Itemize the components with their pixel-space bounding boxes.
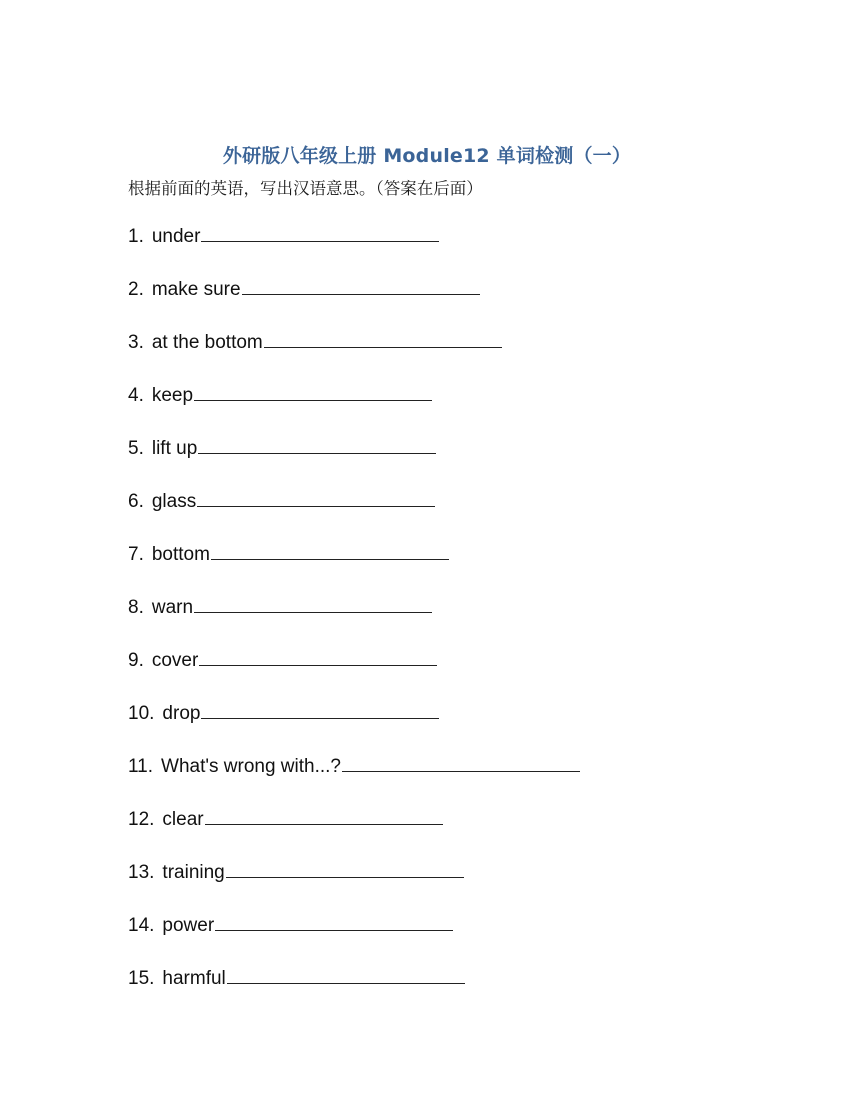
item-word: glass [151, 491, 197, 512]
item-word: keep [151, 385, 194, 406]
answer-blank[interactable] [199, 646, 437, 666]
list-item [128, 858, 580, 911]
item-number: 5. [128, 438, 144, 459]
answer-blank[interactable] [264, 328, 502, 348]
item-number: 14. [128, 915, 155, 936]
list-item [128, 487, 580, 540]
item-number: 1. [128, 226, 144, 247]
item-word: lift up [151, 438, 198, 459]
item-number: 7. [128, 544, 144, 565]
item-number: 11. [128, 756, 154, 777]
item-word: clear [162, 809, 204, 830]
item-word: at the bottom [151, 332, 263, 353]
answer-blank[interactable] [342, 752, 580, 772]
item-number: 4. [128, 385, 144, 406]
item-word: power [162, 915, 215, 936]
answer-blank[interactable] [198, 434, 436, 454]
item-word: warn [151, 597, 194, 618]
item-number: 2. [128, 279, 144, 300]
list-item [128, 328, 580, 381]
instruction-text: 根据前面的英语，写出汉语意思。（答案在后面） [128, 179, 483, 198]
vocabulary-list [128, 222, 580, 1017]
answer-blank[interactable] [201, 222, 439, 242]
answer-blank[interactable] [201, 699, 439, 719]
answer-blank[interactable] [226, 858, 464, 878]
item-word: training [162, 862, 225, 883]
item-number: 13. [128, 862, 155, 883]
answer-blank[interactable] [194, 381, 432, 401]
list-item [128, 646, 580, 699]
list-item [128, 222, 580, 275]
list-item [128, 275, 580, 328]
item-word: drop [162, 703, 201, 724]
item-word: under [151, 226, 201, 247]
list-item [128, 540, 580, 593]
item-number: 9. [128, 650, 144, 671]
answer-blank[interactable] [194, 593, 432, 613]
item-word: cover [151, 650, 199, 671]
list-item [128, 434, 580, 487]
page-title: 外研版八年级上册 Module12 单词检测（一） [222, 145, 632, 167]
item-number: 12. [128, 809, 155, 830]
answer-blank[interactable] [211, 540, 449, 560]
list-item [128, 805, 580, 858]
list-item [128, 593, 580, 646]
item-number: 3. [128, 332, 144, 353]
list-item [128, 699, 580, 752]
item-word: harmful [162, 968, 226, 989]
list-item [128, 911, 580, 964]
item-number: 15. [128, 968, 155, 989]
item-word: bottom [151, 544, 210, 565]
item-number: 8. [128, 597, 144, 618]
list-item [128, 752, 580, 805]
item-word: make sure [151, 279, 241, 300]
answer-blank[interactable] [197, 487, 435, 507]
list-item [128, 964, 580, 1017]
answer-blank[interactable] [227, 964, 465, 984]
list-item [128, 381, 580, 434]
item-word: What's wrong with...? [161, 756, 341, 777]
answer-blank[interactable] [205, 805, 443, 825]
answer-blank[interactable] [242, 275, 480, 295]
item-number: 6. [128, 491, 144, 512]
item-number: 10. [128, 703, 155, 724]
answer-blank[interactable] [215, 911, 453, 931]
